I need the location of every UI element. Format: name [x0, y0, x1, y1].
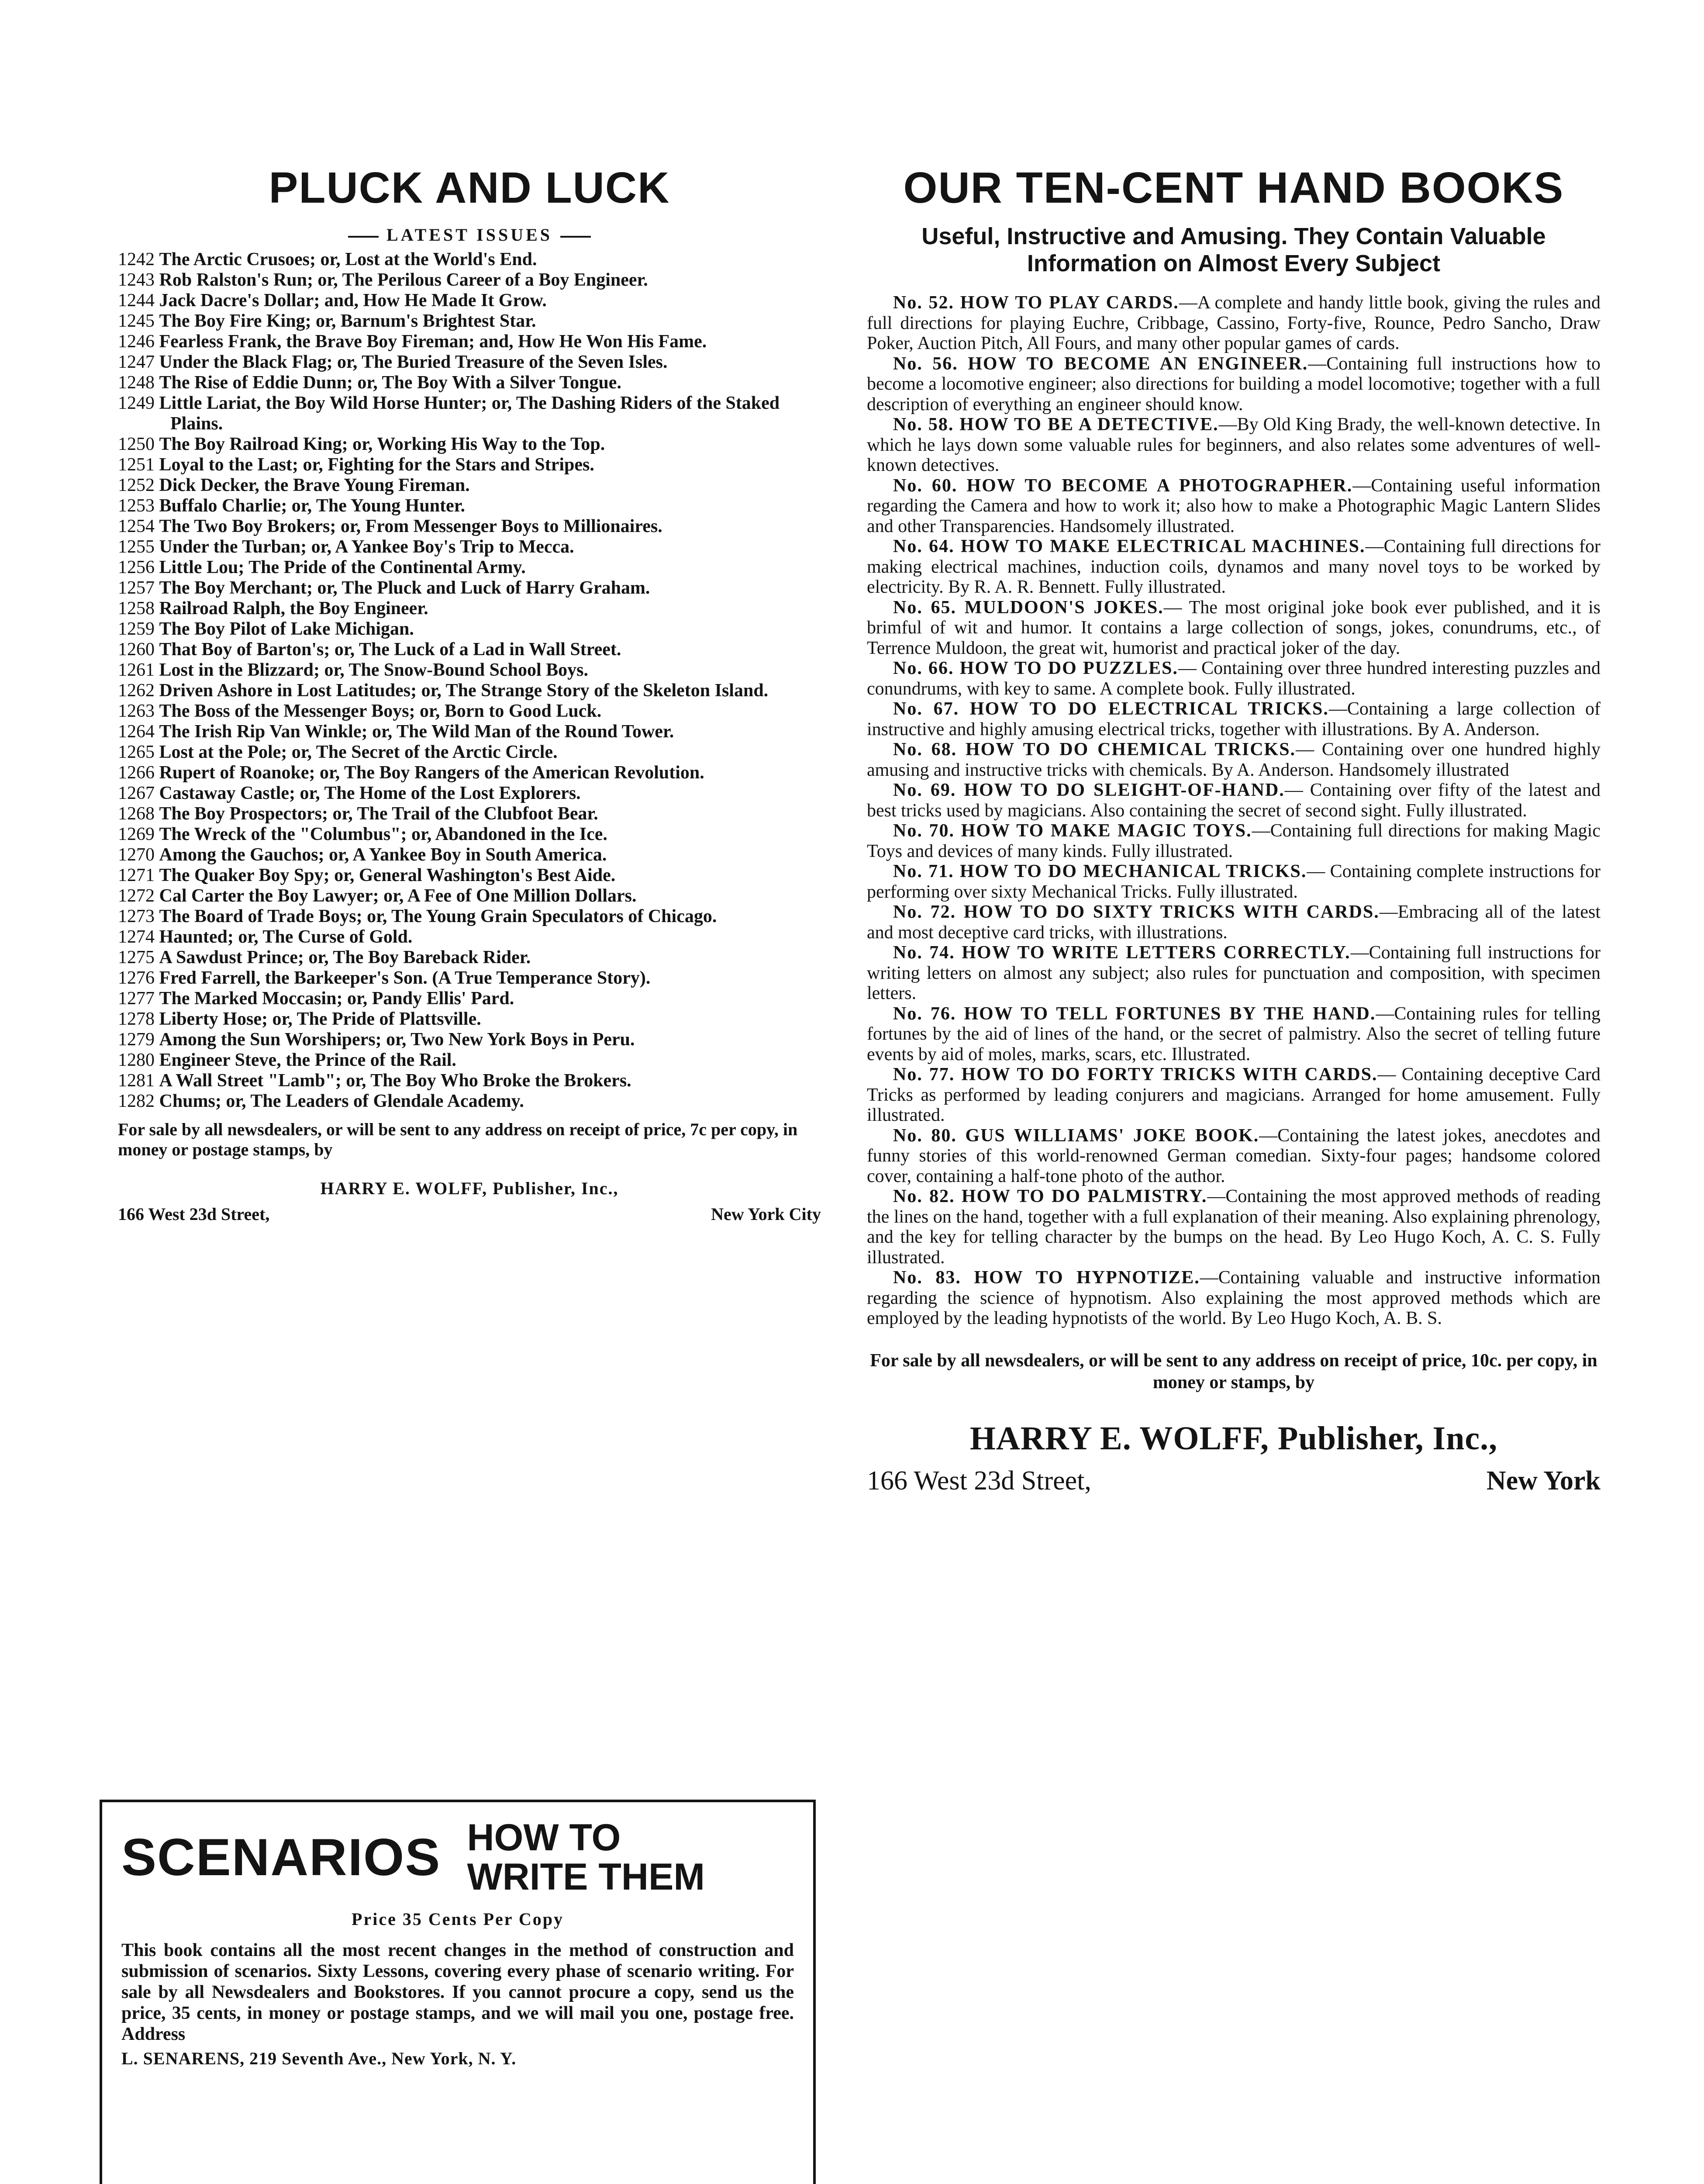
issue-title: The Two Boy Brokers; or, From Messenger Boys to Millionaires. — [159, 516, 662, 536]
issue-item — [118, 557, 821, 578]
issue-number: 1257 — [118, 578, 155, 598]
issue-item — [118, 988, 821, 1009]
issue-item — [118, 598, 821, 619]
hand-book-heading: No. 76. HOW TO TELL FORTUNES BY THE HAND. — [893, 1003, 1376, 1024]
issue-item — [118, 1071, 821, 1091]
hand-book-description: — Containing deceptive Card Tricks as performed by leading conjurers and magicians. Arranged for home amusement. Fully illustrated. — [867, 1064, 1601, 1125]
issue-item — [118, 578, 821, 598]
hand-book-heading: No. 66. HOW TO DO PUZZLES. — [893, 658, 1178, 678]
issue-item — [118, 783, 821, 804]
issue-number: 1255 — [118, 537, 155, 557]
issue-number: 1267 — [118, 783, 155, 803]
issue-number: 1250 — [118, 434, 155, 454]
issue-title: Fred Farrell, the Barkeeper's Son. (A True Temperance Story). — [159, 968, 651, 988]
hand-book-description: —Containing the most approved methods of reading the lines on the hand, together with a full explanation of their meaning. Also explaining phrenology, and the key for telling character by the bumps on the head. By Leo Hugo Koch, A. C. S. Fully illustrated. — [867, 1186, 1601, 1268]
issue-number: 1268 — [118, 804, 155, 824]
issue-number: 1244 — [118, 290, 155, 311]
issue-item — [118, 249, 821, 270]
hand-book-heading: No. 72. HOW TO DO SIXTY TRICKS WITH CARDS. — [893, 902, 1380, 922]
issue-item — [118, 660, 821, 681]
issue-title: Engineer Steve, the Prince of the Rail. — [159, 1050, 456, 1070]
issue-number: 1266 — [118, 763, 155, 783]
issue-item — [118, 906, 821, 927]
issue-title: That Boy of Barton's; or, The Luck of a Lad in Wall Street. — [159, 639, 621, 660]
hand-book-entry — [867, 658, 1601, 699]
right-address-line — [867, 1465, 1601, 1496]
issue-title: The Boss of the Messenger Boys; or, Born to Good Luck. — [159, 701, 602, 721]
issue-title: Rob Ralston's Run; or, The Perilous Career of a Boy Engineer. — [159, 270, 648, 290]
issue-item — [118, 968, 821, 988]
issue-title: The Marked Moccasin; or, Pandy Ellis' Pard. — [159, 988, 514, 1009]
hand-book-description: —By Old King Brady, the well-known detective. In which he lays down some valuable rules for beginners, and also relates some adventures of well-known detectives. — [867, 415, 1601, 475]
issue-number: 1253 — [118, 496, 155, 516]
issue-item — [118, 1030, 821, 1050]
hand-book-heading: No. 69. HOW TO DO SLEIGHT-OF-HAND. — [893, 780, 1285, 800]
book-list — [867, 293, 1601, 1329]
issue-number: 1271 — [118, 865, 155, 885]
scenarios-title: SCENARIOS — [121, 1828, 441, 1887]
hand-book-heading: No. 83. HOW TO HYPNOTIZE. — [893, 1268, 1200, 1288]
issue-item — [118, 434, 821, 455]
issue-item — [118, 722, 821, 742]
issue-title: Buffalo Charlie; or, The Young Hunter. — [159, 496, 465, 516]
issue-number: 1243 — [118, 270, 155, 290]
issue-number: 1251 — [118, 455, 155, 475]
issue-title: Fearless Frank, the Brave Boy Fireman; and, How He Won His Fame. — [159, 332, 707, 352]
issue-item — [118, 475, 821, 496]
hand-book-heading: No. 56. HOW TO BECOME AN ENGINEER. — [893, 353, 1308, 374]
issue-item — [118, 373, 821, 393]
issue-title: A Wall Street "Lamb"; or, The Boy Who Broke the Brokers. — [159, 1071, 631, 1091]
scenarios-side-line1: HOW TO — [467, 1817, 621, 1859]
issue-title: Among the Sun Worshipers; or, Two New York Boys in Peru. — [159, 1030, 635, 1050]
hand-book-description: —Embracing all of the latest and most deceptive card tricks, with illustrations. — [867, 902, 1601, 943]
hand-book-heading: No. 64. HOW TO MAKE ELECTRICAL MACHINES. — [893, 536, 1366, 556]
rule-left — [348, 236, 379, 238]
issue-number: 1274 — [118, 927, 155, 947]
hand-book-description: — Containing over three hundred interesting puzzles and conundrums, with key to same. A complete book. Fully illustrated. — [867, 658, 1601, 699]
hand-book-description: —Containing full instructions for writing letters on almost any subject; also rules for punctuation and composition, with specimen letters. — [867, 943, 1601, 1003]
hand-book-heading: No. 65. MULDOON'S JOKES. — [893, 597, 1164, 618]
hand-book-heading: No. 67. HOW TO DO ELECTRICAL TRICKS. — [893, 699, 1329, 719]
hand-book-description: — Containing over one hundred highly amusing and instructive tricks with chemicals. By A. Anderson. Handsomely illustrated — [867, 740, 1601, 780]
issue-title: The Rise of Eddie Dunn; or, The Boy With a Silver Tongue. — [159, 373, 621, 393]
issue-number: 1262 — [118, 681, 155, 701]
issue-title: Dick Decker, the Brave Young Fireman. — [159, 475, 470, 495]
scenarios-side-line2: WRITE THEM — [467, 1856, 705, 1898]
issue-title: Liberty Hose; or, The Pride of Plattsville. — [159, 1009, 481, 1029]
issue-item — [118, 496, 821, 516]
hand-book-description: — Containing complete instructions for performing over sixty Mechanical Tricks. Fully illustrated. — [867, 861, 1601, 902]
issue-number: 1273 — [118, 906, 155, 926]
hand-book-entry — [867, 699, 1601, 740]
hand-book-description: — The most original joke book ever published, and it is brimful of wit and humor. It contains a large collection of songs, jokes, conundrums, etc., of Terrence Muldoon, the great wit, humorist and practical joker of the day. — [867, 597, 1601, 658]
issue-item — [118, 352, 821, 373]
right-publisher: HARRY E. WOLFF, Publisher, Inc., — [969, 1420, 1498, 1457]
issue-title: The Arctic Crusoes; or, Lost at the World's End. — [159, 249, 537, 270]
left-sale-text: For sale by all newsdealers, or will be sent to any address on receipt of price, 7c per copy, in money or postage stamps, by — [118, 1120, 798, 1159]
hand-book-description: — Containing over fifty of the latest and best tricks used by magicians. Also containing the secret of second sight. Fully illustrated. — [867, 780, 1601, 821]
issue-item — [118, 311, 821, 332]
hand-book-description: —Containing full directions for making electrical machines, induction coils, dynamos and many novel toys to be worked by electricity. By R. A. R. Bennett. Fully illustrated. — [867, 536, 1601, 597]
issue-number: 1254 — [118, 516, 155, 536]
issue-item — [118, 763, 821, 783]
issue-item — [118, 639, 821, 660]
issue-item — [118, 393, 821, 434]
issue-title: The Board of Trade Boys; or, The Young Grain Speculators of Chicago. — [159, 906, 717, 926]
hand-book-description: —Containing useful information regarding the Camera and how to work it; also how to make a Photographic Magic Lantern Slides and other Transparencies. Handsomely illustrated. — [867, 475, 1601, 536]
pluck-and-luck-column — [118, 162, 821, 1224]
issue-number: 1264 — [118, 722, 155, 742]
hand-book-heading: No. 77. HOW TO DO FORTY TRICKS WITH CARDS. — [893, 1064, 1378, 1085]
issue-item — [118, 537, 821, 557]
issue-item — [118, 804, 821, 824]
issue-number: 1277 — [118, 988, 155, 1009]
scenarios-header — [121, 1818, 794, 1897]
issue-number: 1247 — [118, 352, 155, 372]
right-sale-text: For sale by all newsdealers, or will be sent to any address on receipt of price, 10c. per copy, in money or stamps, by — [870, 1350, 1597, 1393]
hand-book-heading: No. 82. HOW TO DO PALMISTRY. — [893, 1186, 1207, 1206]
issue-title: Chums; or, The Leaders of Glendale Academy. — [159, 1091, 524, 1111]
issue-title: The Wreck of the "Columbus"; or, Abandoned in the Ice. — [159, 824, 607, 844]
issue-item — [118, 332, 821, 352]
scenarios-side-title — [467, 1818, 705, 1897]
issue-title: Cal Carter the Boy Lawyer; or, A Fee of One Million Dollars. — [159, 886, 637, 906]
issue-title: Among the Gauchos; or, A Yankee Boy in South America. — [159, 845, 607, 865]
hand-book-description: —Containing the latest jokes, anecdotes and funny stories of this world-renowned German comedian. Sixty-four pages; handsome colored cover, containing a half-tone photo of the author. — [867, 1125, 1601, 1186]
issue-number: 1260 — [118, 639, 155, 660]
issue-item — [118, 927, 821, 947]
hand-books-subtitle: Useful, Instructive and Amusing. They Contain Valuable Information on Almost Every Subject — [921, 223, 1546, 276]
issue-item — [118, 1091, 821, 1112]
issue-title: Rupert of Roanoke; or, The Boy Rangers of the American Revolution. — [159, 763, 704, 783]
latest-issues-heading — [118, 225, 821, 245]
hand-book-heading: No. 52. HOW TO PLAY CARDS. — [893, 293, 1179, 313]
hand-book-description: —Containing full directions for making Magic Toys and devices of many kinds. Fully illustrated. — [867, 821, 1601, 861]
issue-title: Little Lou; The Pride of the Continental Army. — [159, 557, 526, 577]
rule-right — [560, 236, 591, 238]
hand-book-heading: No. 60. HOW TO BECOME A PHOTOGRAPHER. — [893, 475, 1353, 496]
issue-title: Under the Black Flag; or, The Buried Treasure of the Seven Isles. — [159, 352, 668, 372]
hand-books-title: OUR TEN-CENT HAND BOOKS — [903, 163, 1564, 212]
issue-number: 1248 — [118, 373, 155, 393]
issue-number: 1270 — [118, 845, 155, 865]
hand-book-heading: No. 58. HOW TO BE A DETECTIVE. — [893, 415, 1219, 435]
hand-book-entry — [867, 536, 1601, 598]
left-publisher: HARRY E. WOLFF, Publisher, Inc., — [320, 1178, 619, 1198]
hand-book-entry — [867, 598, 1601, 659]
issue-number: 1242 — [118, 249, 155, 270]
issue-title: Haunted; or, The Curse of Gold. — [159, 927, 413, 947]
issue-item — [118, 455, 821, 475]
issue-item — [118, 742, 821, 763]
hand-book-entry — [867, 861, 1601, 902]
issue-title: Railroad Ralph, the Boy Engineer. — [159, 598, 428, 619]
issue-title: The Boy Prospectors; or, The Trail of the Clubfoot Bear. — [159, 804, 598, 824]
hand-book-entry — [867, 780, 1601, 821]
issue-number: 1269 — [118, 824, 155, 844]
issue-title: Driven Ashore in Lost Latitudes; or, The Strange Story of the Skeleton Island. — [159, 681, 769, 701]
issue-number: 1259 — [118, 619, 155, 639]
issue-title: Under the Turban; or, A Yankee Boy's Trip to Mecca. — [159, 537, 574, 557]
issue-title: The Boy Pilot of Lake Michigan. — [159, 619, 414, 639]
issue-item — [118, 681, 821, 701]
issue-number: 1256 — [118, 557, 155, 577]
issue-number: 1252 — [118, 475, 155, 495]
issue-title: Lost in the Blizzard; or, The Snow-Bound School Boys. — [159, 660, 589, 680]
hand-book-entry — [867, 1064, 1601, 1126]
right-address: 166 West 23d Street, — [867, 1465, 1091, 1496]
issue-item — [118, 845, 821, 865]
hand-book-description: —Containing full instructions how to become a locomotive engineer; also directions for building a model locomotive; together with a full description of everything an engineer should know. — [867, 353, 1601, 415]
issue-title: The Boy Railroad King; or, Working His Way to the Top. — [159, 434, 605, 454]
hand-book-entry — [867, 1268, 1601, 1329]
issue-number: 1279 — [118, 1030, 155, 1050]
hand-book-description: —A complete and handy little book, giving the rules and full directions for playing Euchre, Cribbage, Cassino, Forty-five, Rounce, Pedro Sancho, Draw Poker, Auction Pitch, All Fours, and many other popular games of cards. — [867, 293, 1601, 353]
issue-item — [118, 701, 821, 722]
hand-book-heading: No. 74. HOW TO WRITE LETTERS CORRECTLY. — [893, 943, 1351, 963]
hand-book-description: —Containing rules for telling fortunes by the aid of lines of the hand, or the secret of palmistry. Also the secret of telling future events by aid of moles, marks, scars, etc. Illustrated. — [867, 1003, 1601, 1064]
issue-number: 1246 — [118, 332, 155, 352]
issue-title: Jack Dacre's Dollar; and, How He Made It Grow. — [159, 290, 547, 311]
hand-book-entry — [867, 740, 1601, 780]
hand-book-entry — [867, 293, 1601, 354]
issue-number: 1275 — [118, 947, 155, 968]
hand-book-heading: No. 70. HOW TO MAKE MAGIC TOYS. — [893, 821, 1252, 841]
issue-title: A Sawdust Prince; or, The Boy Bareback Rider. — [159, 947, 531, 968]
issue-number: 1263 — [118, 701, 155, 721]
issue-number: 1261 — [118, 660, 155, 680]
hand-book-entry — [867, 1186, 1601, 1268]
hand-book-entry — [867, 1004, 1601, 1065]
issue-number: 1282 — [118, 1091, 155, 1111]
hand-book-heading: No. 68. HOW TO DO CHEMICAL TRICKS. — [893, 740, 1296, 760]
issue-number: 1258 — [118, 598, 155, 619]
issue-title: Loyal to the Last; or, Fighting for the Stars and Stripes. — [159, 455, 594, 475]
scenarios-advertisement — [100, 1800, 816, 2184]
hand-book-entry — [867, 1126, 1601, 1187]
hand-book-heading: No. 71. HOW TO DO MECHANICAL TRICKS. — [893, 861, 1307, 881]
issue-number: 1265 — [118, 742, 155, 762]
scenarios-address: L. SENARENS, 219 Seventh Ave., New York, N. Y. — [121, 2049, 517, 2068]
issue-title: The Boy Fire King; or, Barnum's Brightest Star. — [159, 311, 536, 331]
issue-number: 1249 — [118, 393, 155, 413]
latest-issues-label: LATEST ISSUES — [386, 225, 553, 245]
issue-list — [118, 249, 821, 1112]
issue-number: 1281 — [118, 1071, 155, 1091]
hand-book-heading: No. 80. GUS WILLIAMS' JOKE BOOK. — [893, 1125, 1259, 1146]
hand-book-entry — [867, 476, 1601, 537]
issue-number: 1280 — [118, 1050, 155, 1070]
hand-book-entry — [867, 943, 1601, 1004]
issue-item — [118, 1009, 821, 1030]
issue-title: The Quaker Boy Spy; or, General Washington's Best Aide. — [159, 865, 616, 885]
hand-book-entry — [867, 821, 1601, 861]
issue-item — [118, 619, 821, 639]
issue-item — [118, 270, 821, 290]
left-address: 166 West 23d Street, — [118, 1204, 270, 1224]
right-city: New York — [1486, 1465, 1601, 1496]
hand-books-column — [867, 162, 1601, 1496]
left-address-line — [118, 1204, 821, 1224]
left-city: New York City — [711, 1204, 821, 1224]
hand-book-description: —Containing valuable and instructive information regarding the science of hypnotism. Also explaining the most approved methods which are employed by the leading hypnotists of the world. By Leo Hugo Koch, A. B. S. — [867, 1268, 1601, 1328]
issue-number: 1278 — [118, 1009, 155, 1029]
pluck-and-luck-title: PLUCK AND LUCK — [269, 163, 670, 212]
issue-title: The Irish Rip Van Winkle; or, The Wild Man of the Round Tower. — [159, 722, 674, 742]
issue-title: Little Lariat, the Boy Wild Horse Hunter; or, The Dashing Riders of the Staked Plains. — [159, 393, 780, 434]
issue-title: Castaway Castle; or, The Home of the Lost Explorers. — [159, 783, 581, 803]
hand-book-description: —Containing a large collection of instructive and highly amusing electrical tricks, together with illustrations. By A. Anderson. — [867, 699, 1601, 740]
issue-number: 1276 — [118, 968, 155, 988]
issue-item — [118, 290, 821, 311]
scenarios-price: Price 35 Cents Per Copy — [352, 1909, 564, 1929]
issue-number: 1272 — [118, 886, 155, 906]
issue-title: The Boy Merchant; or, The Pluck and Luck of Harry Graham. — [159, 578, 650, 598]
issue-item — [118, 886, 821, 906]
hand-book-entry — [867, 902, 1601, 943]
hand-book-entry — [867, 354, 1601, 415]
issue-number: 1245 — [118, 311, 155, 331]
issue-item — [118, 865, 821, 886]
issue-item — [118, 824, 821, 845]
hand-book-entry — [867, 415, 1601, 476]
issue-title: Lost at the Pole; or, The Secret of the Arctic Circle. — [159, 742, 558, 762]
issue-item — [118, 516, 821, 537]
issue-item — [118, 947, 821, 968]
issue-item — [118, 1050, 821, 1071]
scenarios-body: This book contains all the most recent changes in the method of construction and submission of scenarios. Sixty Lessons, covering every phase of scenario writing. For sale by all Newsdealers and Bookstores. If you cannot procure a copy, send us the price, 35 cents, in money or postage stamps, and we will mail you one, postage free. Address — [121, 1940, 794, 2044]
